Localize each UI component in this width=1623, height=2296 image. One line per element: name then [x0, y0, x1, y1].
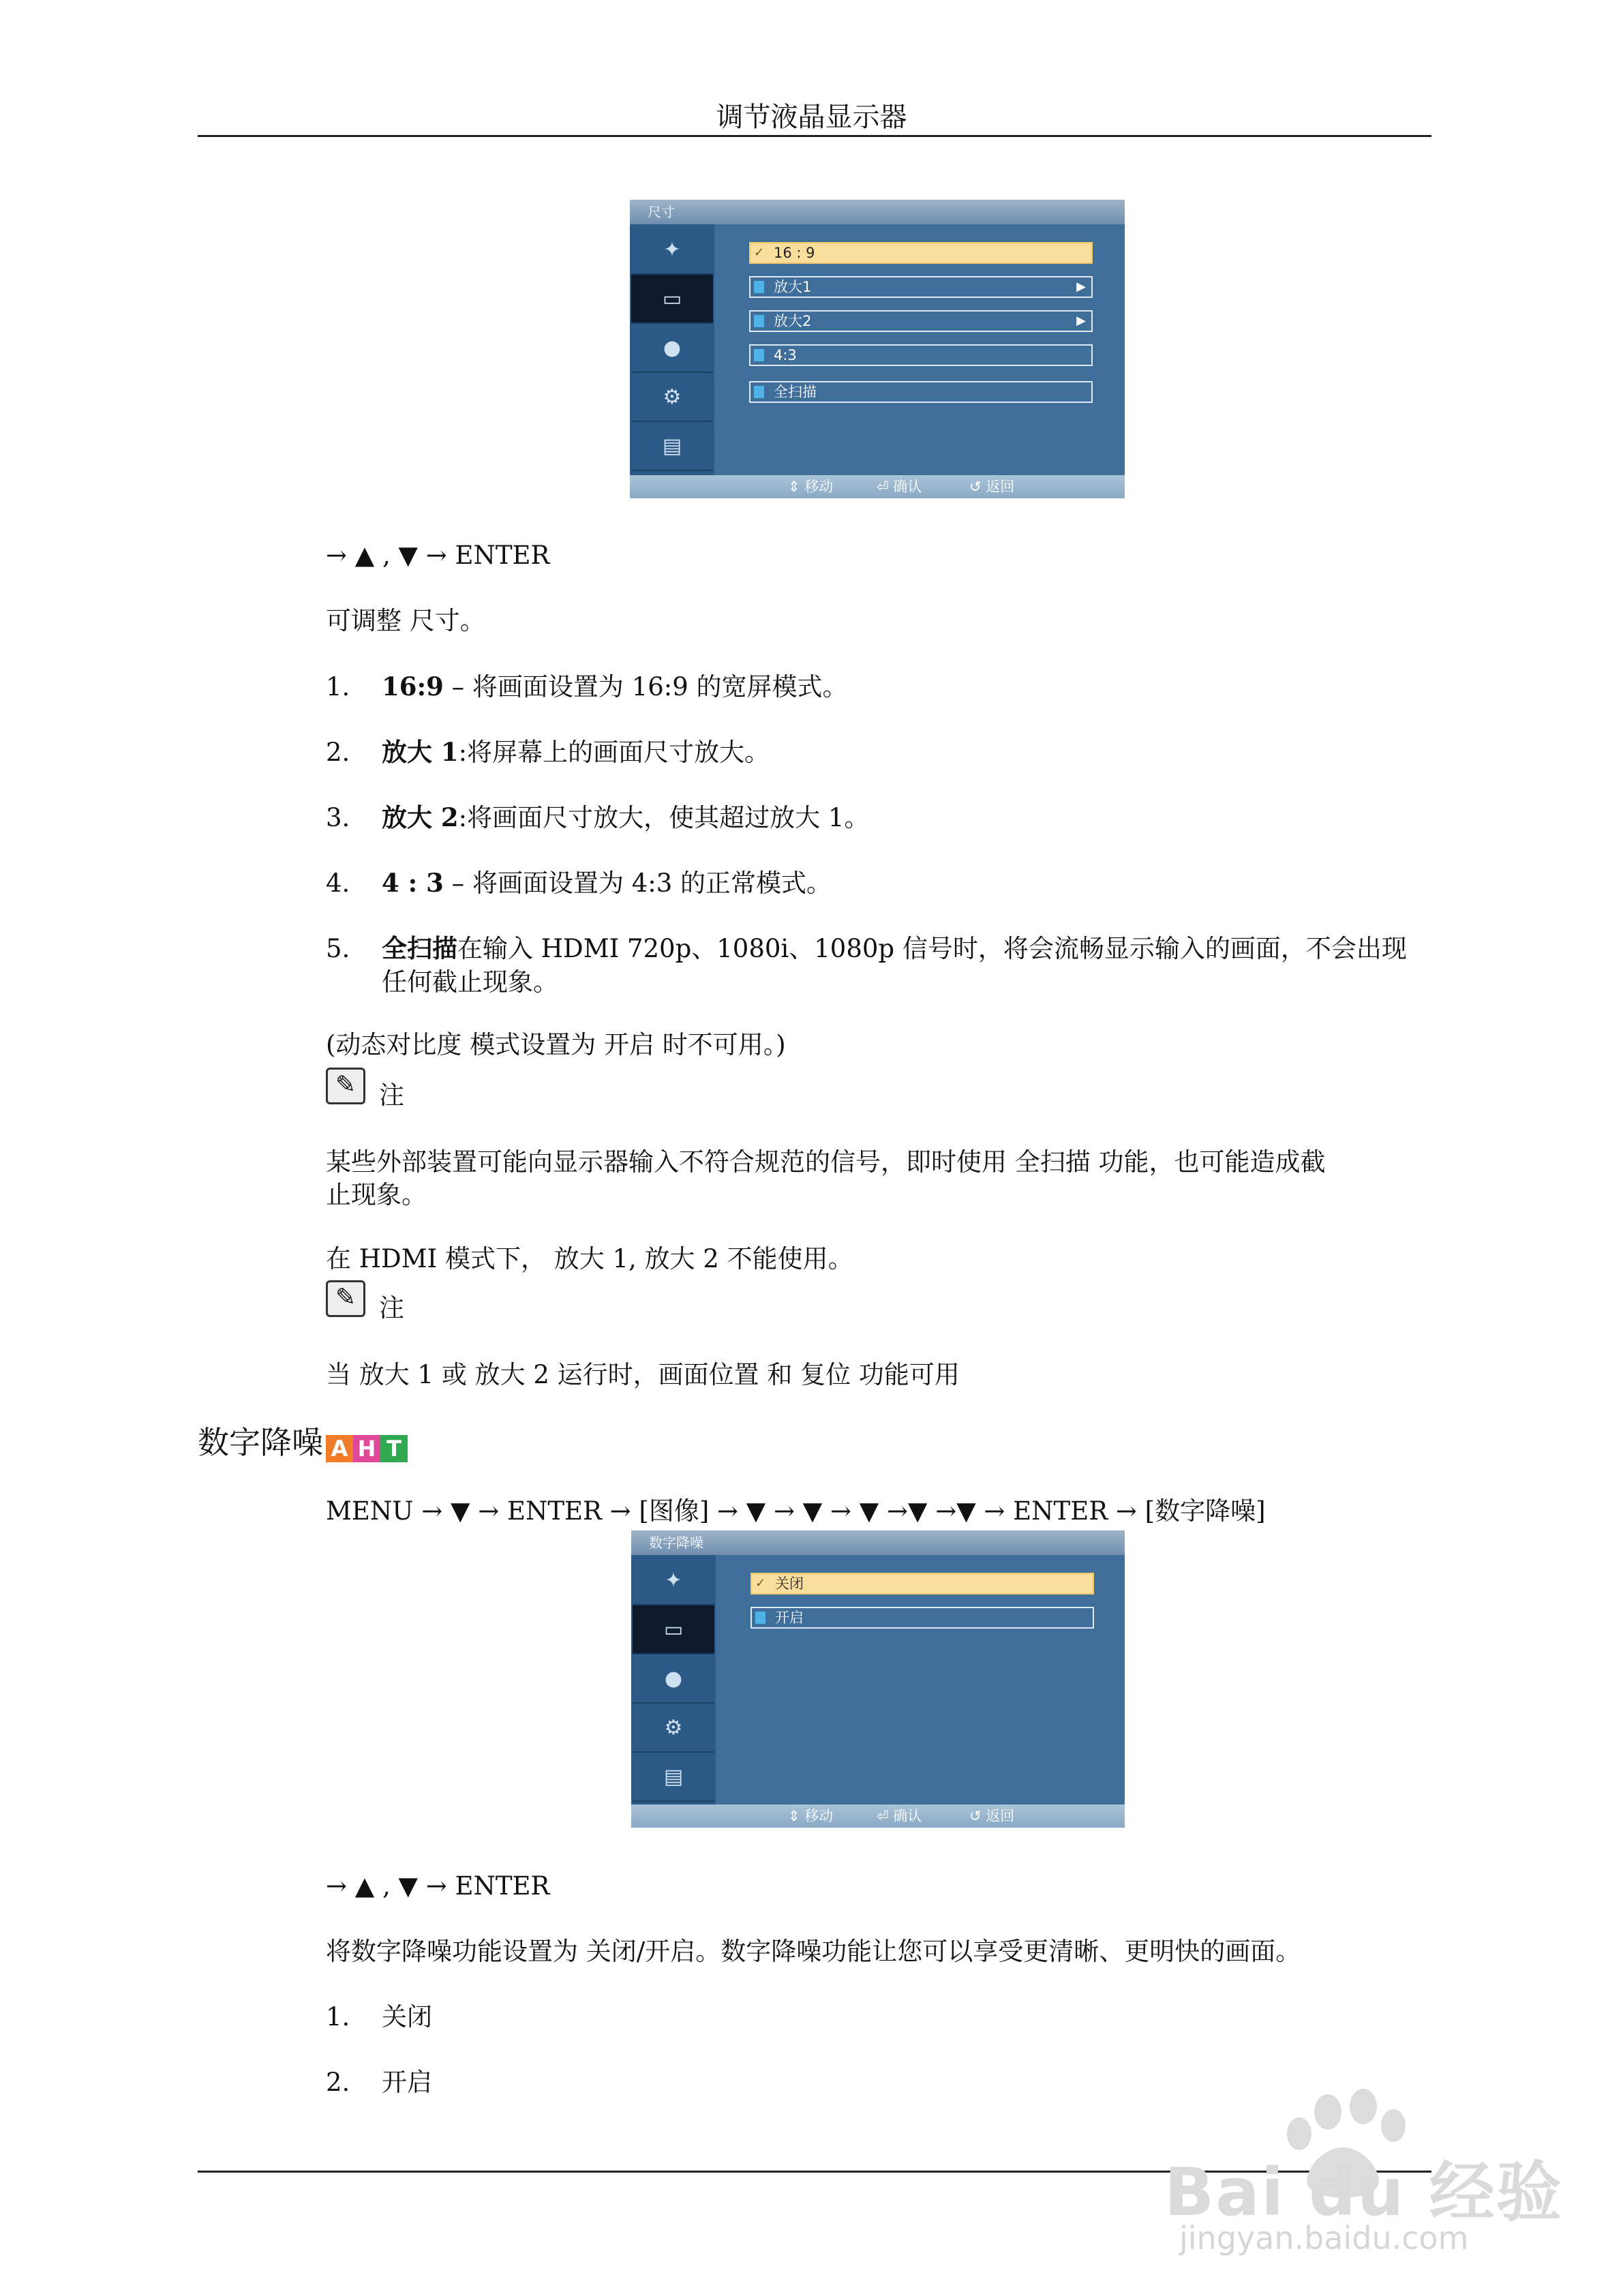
- osd-sidebar: [631, 1555, 716, 1804]
- osd-option-full-scan[interactable]: 全扫描: [749, 381, 1093, 403]
- intro-text: 可调整 尺寸。: [326, 606, 485, 635]
- page-header-title: 调节液晶显示器: [716, 102, 907, 133]
- check-icon: ✓: [754, 245, 765, 260]
- osd-option-16-9[interactable]: ✓ 16 : 9: [749, 242, 1093, 264]
- option-marker-icon: [754, 281, 764, 293]
- picture-icon[interactable]: ▭: [633, 1605, 714, 1655]
- osd-title: 尺寸: [630, 200, 1125, 224]
- submenu-arrow-icon: ▶: [1076, 280, 1086, 294]
- dnr-description: 将数字降噪功能设置为 关闭/开启。数字降噪功能让您可以享受更清晰、更明快的画面。: [326, 1937, 1301, 1966]
- list-item: 2. 开启: [326, 2068, 432, 2097]
- osd-move-hint: ⇕ 移动: [788, 479, 834, 495]
- osd-option-4-3[interactable]: 4:3: [749, 344, 1093, 366]
- tools-icon[interactable]: ✦: [631, 226, 713, 275]
- note-icon: ✎: [326, 1280, 365, 1317]
- nav-instruction: → ▲ , ▼ → ENTER: [326, 541, 550, 570]
- osd-confirm-hint: ⏎ 确认: [877, 479, 922, 495]
- note-label: 注: [379, 1081, 404, 1110]
- multi-control-icon[interactable]: ▤: [633, 1753, 714, 1802]
- osd-back-hint: ↺ 返回: [969, 1808, 1015, 1824]
- list-item: 2. 放大 1:将屏幕上的画面尺寸放大。: [326, 737, 770, 767]
- option-marker-icon: [754, 315, 764, 327]
- hdmi-note: 在 HDMI 模式下， 放大 1, 放大 2 不能使用。: [326, 1244, 853, 1273]
- note-text: 当 放大 1 或 放大 2 运行时，画面位置 和 复位 功能可用: [326, 1360, 960, 1389]
- submenu-arrow-icon: ▶: [1076, 314, 1086, 328]
- osd-menu-size: [630, 200, 1125, 498]
- osd-option-on[interactable]: 开启: [750, 1607, 1094, 1629]
- watermark-url: jingyan.baidu.com: [1179, 2220, 1469, 2256]
- list-item: 3. 放大 2:将画面尺寸放大，使其超过放大 1。: [326, 802, 870, 832]
- note-icon: ✎: [326, 1068, 365, 1104]
- option-marker-icon: [754, 349, 764, 361]
- tools-icon[interactable]: ✦: [633, 1556, 714, 1605]
- aht-mode-badge: A H T: [326, 1425, 408, 1466]
- list-item: 1. 关闭: [326, 2002, 432, 2031]
- list-item-continuation: 任何截止现象。: [382, 967, 558, 997]
- multi-control-icon[interactable]: ▤: [631, 422, 713, 471]
- watermark-brand: Bai du 经验: [1164, 2154, 1563, 2231]
- osd-option-zoom1[interactable]: 放大1 ▶: [749, 276, 1093, 298]
- dynamic-contrast-note: (动态对比度 模式设置为 开启 时不可用。): [326, 1030, 786, 1059]
- picture-icon[interactable]: ▭: [631, 275, 713, 324]
- osd-bottom-bar: [631, 1804, 1125, 1828]
- list-item: 1. 16:9 – 将画面设置为 16:9 的宽屏模式。: [326, 671, 848, 701]
- note-text: 止现象。: [326, 1180, 427, 1209]
- osd-option-off[interactable]: ✓ 关闭: [750, 1573, 1094, 1595]
- osd-confirm-hint: ⏎ 确认: [877, 1808, 922, 1824]
- option-marker-icon: [754, 386, 764, 398]
- note-text: 某些外部装置可能向显示器输入不符合规范的信号，即时使用 全扫描 功能，也可能造成截: [326, 1147, 1326, 1177]
- setup-icon[interactable]: ⚙: [631, 373, 713, 422]
- osd-bottom-bar: [630, 475, 1125, 498]
- check-icon: ✓: [755, 1576, 766, 1590]
- menu-path: MENU → ▼ → ENTER → [图像] → ▼ → ▼ → ▼ →▼ →▼ → ENTER → [数字降噪]: [326, 1496, 1266, 1526]
- nav-instruction: → ▲ , ▼ → ENTER: [326, 1871, 550, 1901]
- option-marker-icon: [755, 1612, 765, 1624]
- list-item: 4. 4 : 3 – 将画面设置为 4:3 的正常模式。: [326, 868, 832, 898]
- sound-icon[interactable]: ●: [633, 1655, 714, 1704]
- osd-sidebar: [630, 224, 714, 475]
- osd-back-hint: ↺ 返回: [969, 479, 1015, 495]
- section-title: 数字降噪 A H T: [198, 1422, 408, 1466]
- osd-option-zoom2[interactable]: 放大2 ▶: [749, 310, 1093, 332]
- osd-menu-dnr: [631, 1530, 1125, 1828]
- header-rule: [198, 135, 1431, 137]
- setup-icon[interactable]: ⚙: [633, 1704, 714, 1753]
- watermark: [1159, 2086, 1563, 2256]
- list-item: 5. 全扫描在输入 HDMI 720p、1080i、1080p 信号时，将会流畅显示输入的画面，不会出现: [326, 933, 1407, 963]
- note-label: 注: [379, 1293, 404, 1323]
- osd-move-hint: ⇕ 移动: [788, 1808, 834, 1824]
- osd-title: 数字降噪: [631, 1530, 1125, 1555]
- sound-icon[interactable]: ●: [631, 324, 713, 373]
